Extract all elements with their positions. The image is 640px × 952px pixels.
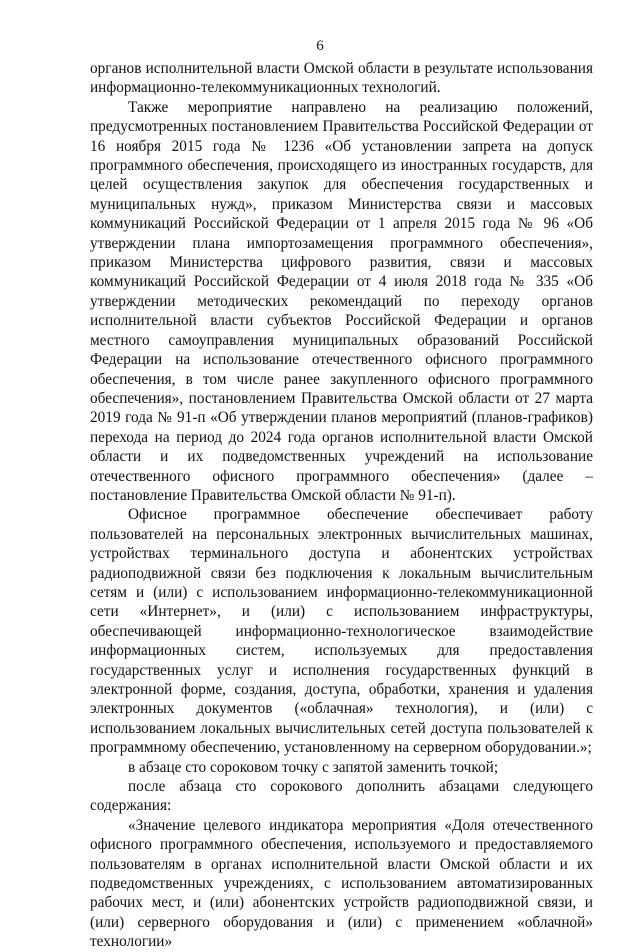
paragraph-indicator: «Значение целевого индикатора мероприятия «Доля отечественного офисного программного обеспечения, используемого и предоставляемого пользователям в органах исполнительной власти Омской области и их подведомственных учреждениях, с использованием автоматизированных рабочих мест, и (или) абонентских устройств радиоподвижной связи, и (или) серверного оборудования и (или) с применением «облачной» технологии»: [90, 816, 593, 951]
paragraph-legal-basis: Также мероприятие направлено на реализацию положений, предусмотренных постановлением Правительства Российской Федерации от 16 ноября 2015 года № 1236 «Об установлении запрета на допуск программного обеспечения, происходящего из иностранных государств, для целей осуществления закупок для обеспечения государственных и муниципальных нужд», приказом Министерства связи и массовых коммуникаций Российской Федерации от 1 апреля 2015 года № 96 «Об утверждении плана импортозамещения программного обеспечения», приказом Министерства цифрового развития, связи и массовых коммуникаций Российской Федерации от 4 июля 2018 года № 335 «Об утверждении методических рекомендаций по переходу органов исполнительной власти субъектов Российской Федерации и органов местного самоуправления муниципальных образований Российской Федерации на использование отечественного офисного программного обеспечения, в том числе ранее закупленного офисного программного обеспечения», постановлением Правительства Омской области от 27 марта 2019 года № 91-п «Об утверждении планов мероприятий (планов-графиков) перехода на период до 2024 года органов исполнительной власти Омской области и их подведомственных учреждений на использование отечественного офисного программного обеспечения» (далее – постановление Правительства Омской области № 91-п).: [90, 98, 593, 504]
page-number: 6: [316, 38, 324, 54]
paragraph-amendment-replace: в абзаце сто сороковом точку с запятой заменить точкой;: [128, 758, 499, 776]
document-body: [90, 59, 593, 952]
paragraph-continuation: органов исполнительной власти Омской области в результате использования информационно-телекоммуникационных технологий.: [90, 60, 593, 97]
paragraph-office-software: Офисное программное обеспечение обеспечивает работу пользователей на персональных электронных вычислительных машинах, устройствах терминального доступа и абонентских устройствах радиоподвижной связи без подключения к локальным вычислительным сетям и (или) с использованием информационно-телекоммуникационной сети «Интернет», и (или) с использованием инфраструктуры, обеспечивающей информационно-технологическое взаимодействие информационных систем, используемых для предоставления государственных услуг и исполнения государственных функций в электронной форме, создания, доступа, обработки, хранения и удаления электронных документов («облачная» технология), и (или) с использованием локальных вычислительных сетей доступа пользователей к программному обеспечению, установленному на серверном оборудовании.»;: [90, 506, 593, 757]
paragraph-amendment-add: после абзаца сто сорокового дополнить абзацами следующего содержания:: [90, 778, 593, 815]
